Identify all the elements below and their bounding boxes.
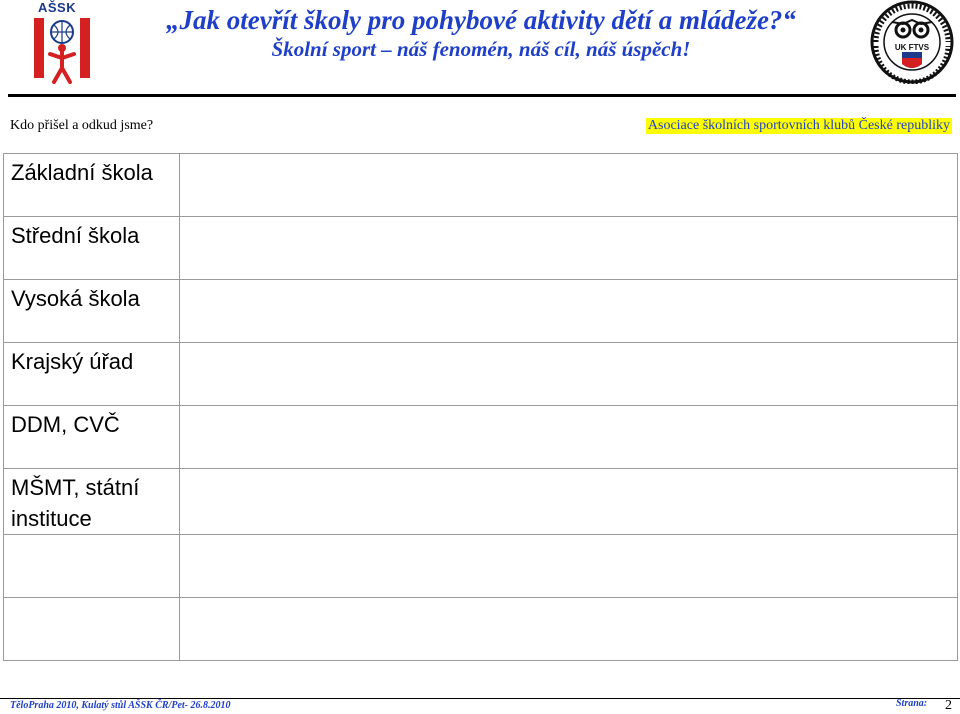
- row-label: DDM, CVČ: [4, 406, 180, 469]
- row-value-cell[interactable]: [180, 217, 958, 280]
- header-divider: [8, 94, 956, 97]
- row-label: [4, 535, 180, 598]
- row-label: Krajský úřad: [4, 343, 180, 406]
- row-value-cell[interactable]: [180, 469, 958, 535]
- row-value-cell[interactable]: [180, 598, 958, 661]
- footer-page-number: 2: [945, 698, 952, 713]
- table-row: [4, 343, 958, 406]
- uk-ftvs-seal-icon: [868, 0, 956, 84]
- asks-logo-text: AŠSK: [38, 0, 77, 15]
- row-value-cell[interactable]: [180, 406, 958, 469]
- row-label: [4, 598, 180, 661]
- asks-logo: [32, 0, 94, 86]
- header-title: [96, 4, 866, 62]
- row-label: Střední škola: [4, 217, 180, 280]
- asks-emblem-icon: [32, 14, 94, 86]
- title-line-2: Školní sport – náš fenomén, náš cíl, náš úspěch!: [271, 37, 691, 61]
- table-row: [4, 406, 958, 469]
- table-row: [4, 217, 958, 280]
- table-row: [4, 535, 958, 598]
- table-row: [4, 598, 958, 661]
- table-row: [4, 469, 958, 535]
- row-label: Vysoká škola: [4, 280, 180, 343]
- attendance-table: [3, 153, 958, 661]
- footer-divider: [0, 698, 960, 699]
- row-value-cell[interactable]: [180, 535, 958, 598]
- association-name: Asociace školních sportovních klubů České republiky: [647, 118, 950, 133]
- title-line-1: „Jak otevřít školy pro pohybové aktivity dětí a mládeže?“: [166, 5, 796, 35]
- uk-ftvs-logo: [868, 0, 956, 84]
- table-row: [4, 280, 958, 343]
- row-label: Základní škola: [4, 154, 180, 217]
- question-text: Kdo přišel a odkud jsme?: [10, 118, 154, 133]
- row-value-cell[interactable]: [180, 280, 958, 343]
- table-row: [4, 154, 958, 217]
- logo-right-text: UK FTVS: [894, 43, 930, 52]
- row-label: MŠMT, státní instituce: [4, 469, 180, 535]
- row-value-cell[interactable]: [180, 154, 958, 217]
- footer-page-label: Strana:: [896, 698, 928, 709]
- footer: [0, 698, 960, 714]
- footer-event-text: TěloPraha 2010, Kulatý stůl AŠSK ČR/Pet- 26.8.2010: [10, 700, 231, 711]
- row-value-cell[interactable]: [180, 343, 958, 406]
